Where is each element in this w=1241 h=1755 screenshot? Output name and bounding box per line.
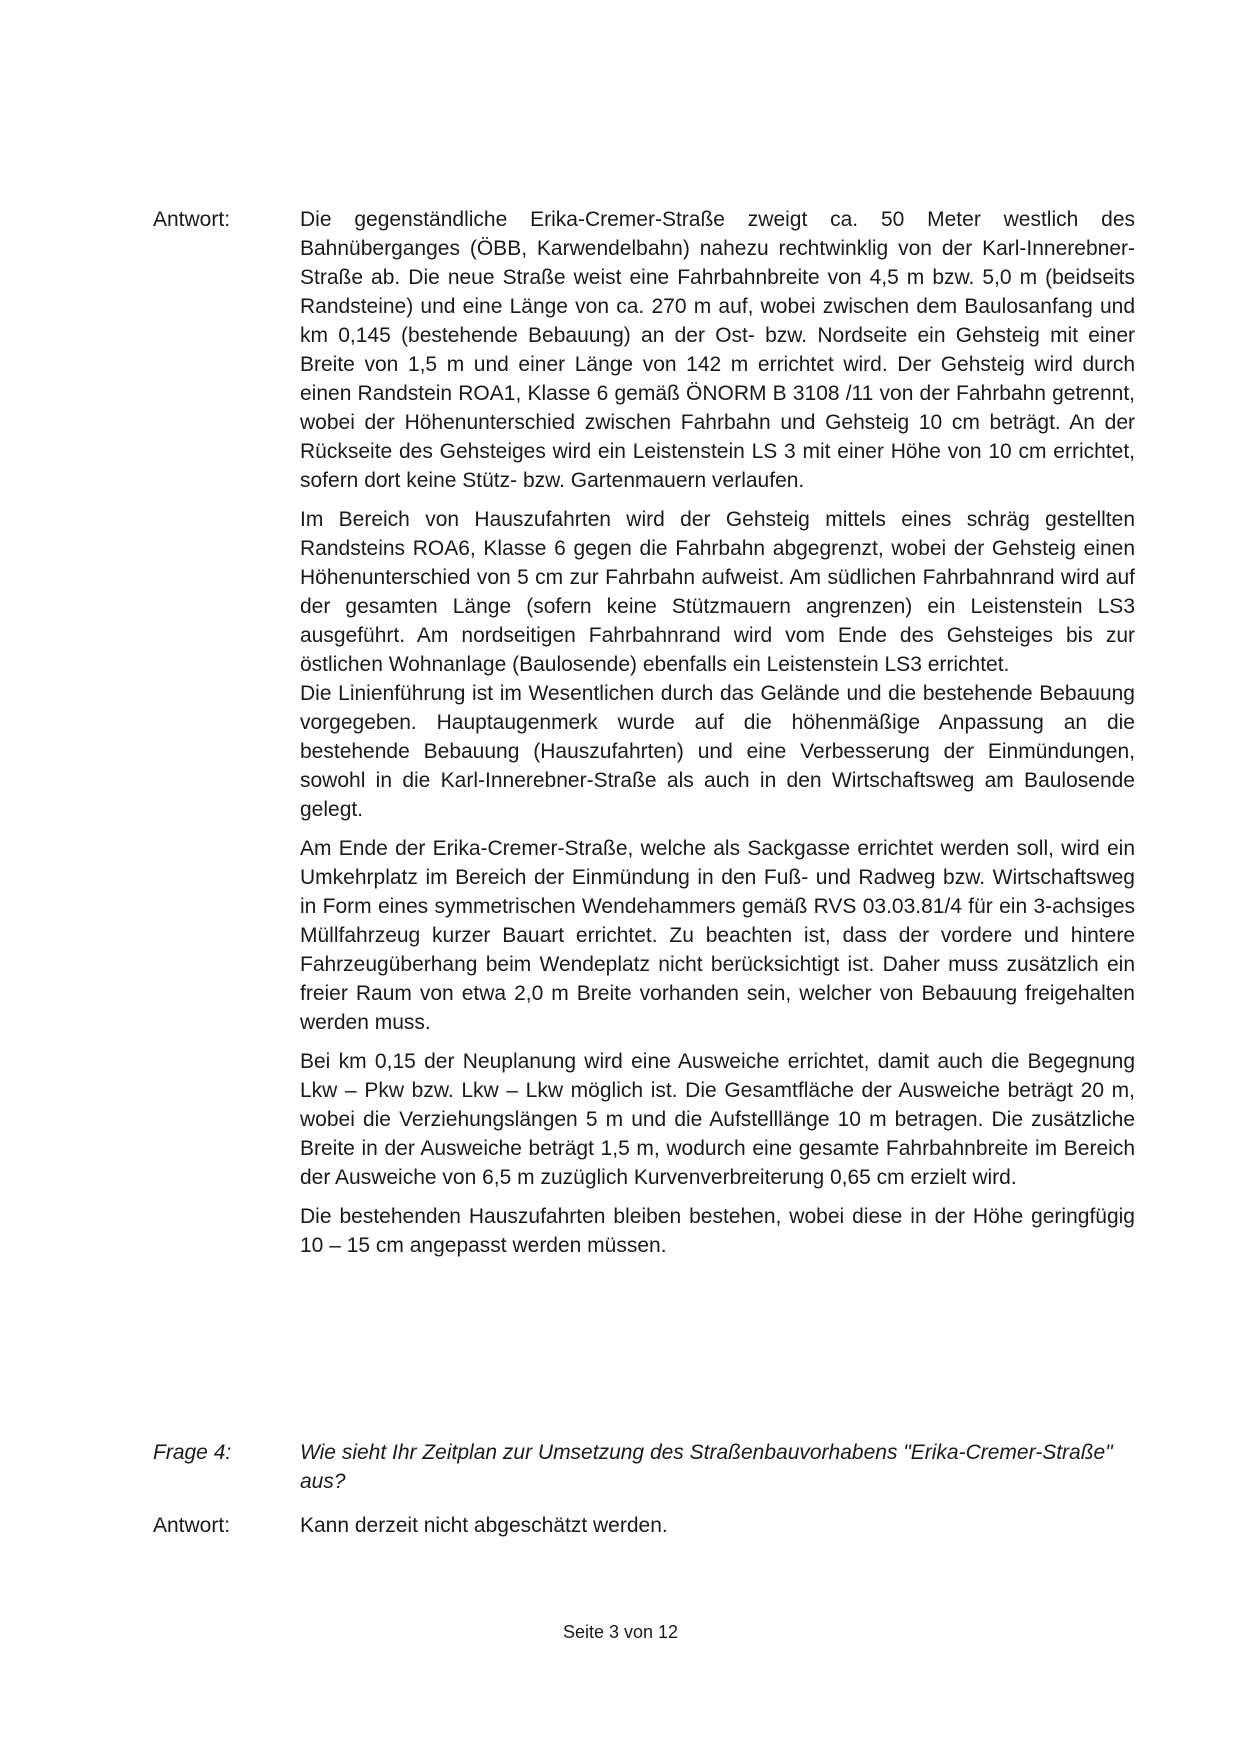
question-4-block	[153, 1438, 1135, 1496]
answer-4-label: Antwort:	[153, 1514, 231, 1537]
page-number: Seite 3 von 12	[562, 1622, 679, 1642]
answer-3-paragraph-6: Die bestehenden Hauszufahrten bleiben bestehen, wobei diese in der Höhe geringfügig 10 – 15 cm angepasst werden müssen.	[300, 1205, 1135, 1257]
answer-4-text: Kann derzeit nicht abgeschätzt werden.	[300, 1514, 668, 1537]
question-4-label: Frage 4:	[153, 1441, 232, 1464]
answer-3-label: Antwort:	[153, 208, 231, 231]
answer-4-block	[153, 1511, 1135, 1540]
answer-3-block	[153, 205, 1135, 1270]
answer-3-paragraph-2: Im Bereich von Hauszufahrten wird der Gehsteig mittels eines schräg gestellten Randsteins ROA6, Klasse 6 gegen die Fahrbahn abgegrenzt, wobei der Gehsteig einen Höhenunterschied von 5 cm zur Fahrbahn aufweist. Am südlichen Fahrbahnrand wird auf der gesamten Länge (sofern keine Stützmauern angrenzen) ein Leistenstein LS3 ausgeführt. Am nordseitigen Fahrbahnrand wird vom Ende des Gehsteiges bis zur östlichen Wohnanlage (Baulosende) ebenfalls ein Leistenstein LS3 errichtet.	[300, 508, 1135, 676]
question-4-text: Wie sieht Ihr Zeitplan zur Umsetzung des Straßenbauvorhabens "Erika-Cremer-Straße" aus?	[300, 1441, 1113, 1493]
answer-3-paragraph-1: Die gegenständliche Erika-Cremer-Straße zweigt ca. 50 Meter westlich des Bahnüberganges (ÖBB, Karwendelbahn) nahezu rechtwinklig von der Karl-Innerebner-Straße ab. Die neue Straße weist eine Fahrbahnbreite von 4,5 m bzw. 5,0 m (beidseits Randsteine) und eine Länge von ca. 270 m auf, wobei zwischen dem Baulosanfang und km 0,145 (bestehende Bebauung) an der Ost- bzw. Nordseite ein Gehsteig mit einer Breite von 1,5 m und einer Länge von 142 m errichtet wird. Der Gehsteig wird durch einen Randstein ROA1, Klasse 6 gemäß ÖNORM B 3108 /11 von der Fahrbahn getrennt, wobei der Höhenunterschied zwischen Fahrbahn und Gehsteig 10 cm beträgt. An der Rückseite des Gehsteiges wird ein Leistenstein LS 3 mit einer Höhe von 10 cm errichtet, sofern dort keine Stütz- bzw. Gartenmauern verlaufen.	[300, 208, 1135, 492]
answer-3-content	[300, 205, 1135, 1270]
answer-3-paragraph-3: Die Linienführung ist im Wesentlichen durch das Gelände und die bestehende Bebauung vorgegeben. Hauptaugenmerk wurde auf die höhenmäßige Anpassung an die bestehende Bebauung (Hauszufahrten) und eine Verbesserung der Einmündungen, sowohl in die Karl-Innerebner-Straße als auch in den Wirtschaftsweg am Baulosende gelegt.	[300, 682, 1135, 821]
answer-3-paragraph-4: Am Ende der Erika-Cremer-Straße, welche als Sackgasse errichtet werden soll, wird ein Umkehrplatz im Bereich der Einmündung in den Fuß- und Radweg bzw. Wirtschaftsweg in Form eines symmetrischen Wendehammers gemäß RVS 03.03.81/4 für ein 3-achsiges Müllfahrzeug kurzer Bauart errichtet. Zu beachten ist, dass der vordere und hintere Fahrzeugüberhang beim Wendeplatz nicht berücksichtigt ist. Daher muss zusätzlich ein freier Raum von etwa 2,0 m Breite vorhanden sein, welcher von Bebauung freigehalten werden muss.	[300, 837, 1135, 1034]
answer-3-paragraph-5: Bei km 0,15 der Neuplanung wird eine Ausweiche errichtet, damit auch die Begegnung Lkw – Pkw bzw. Lkw – Lkw möglich ist. Die Gesamtfläche der Ausweiche beträgt 20 m, wobei die Verziehungslängen 5 m und die Aufstelllänge 10 m betragen. Die zusätzliche Breite in der Ausweiche beträgt 1,5 m, wodurch eine gesamte Fahrbahnbreite im Bereich der Ausweiche von 6,5 m zuzüglich Kurvenverbreiterung 0,65 cm erzielt wird.	[300, 1050, 1135, 1189]
